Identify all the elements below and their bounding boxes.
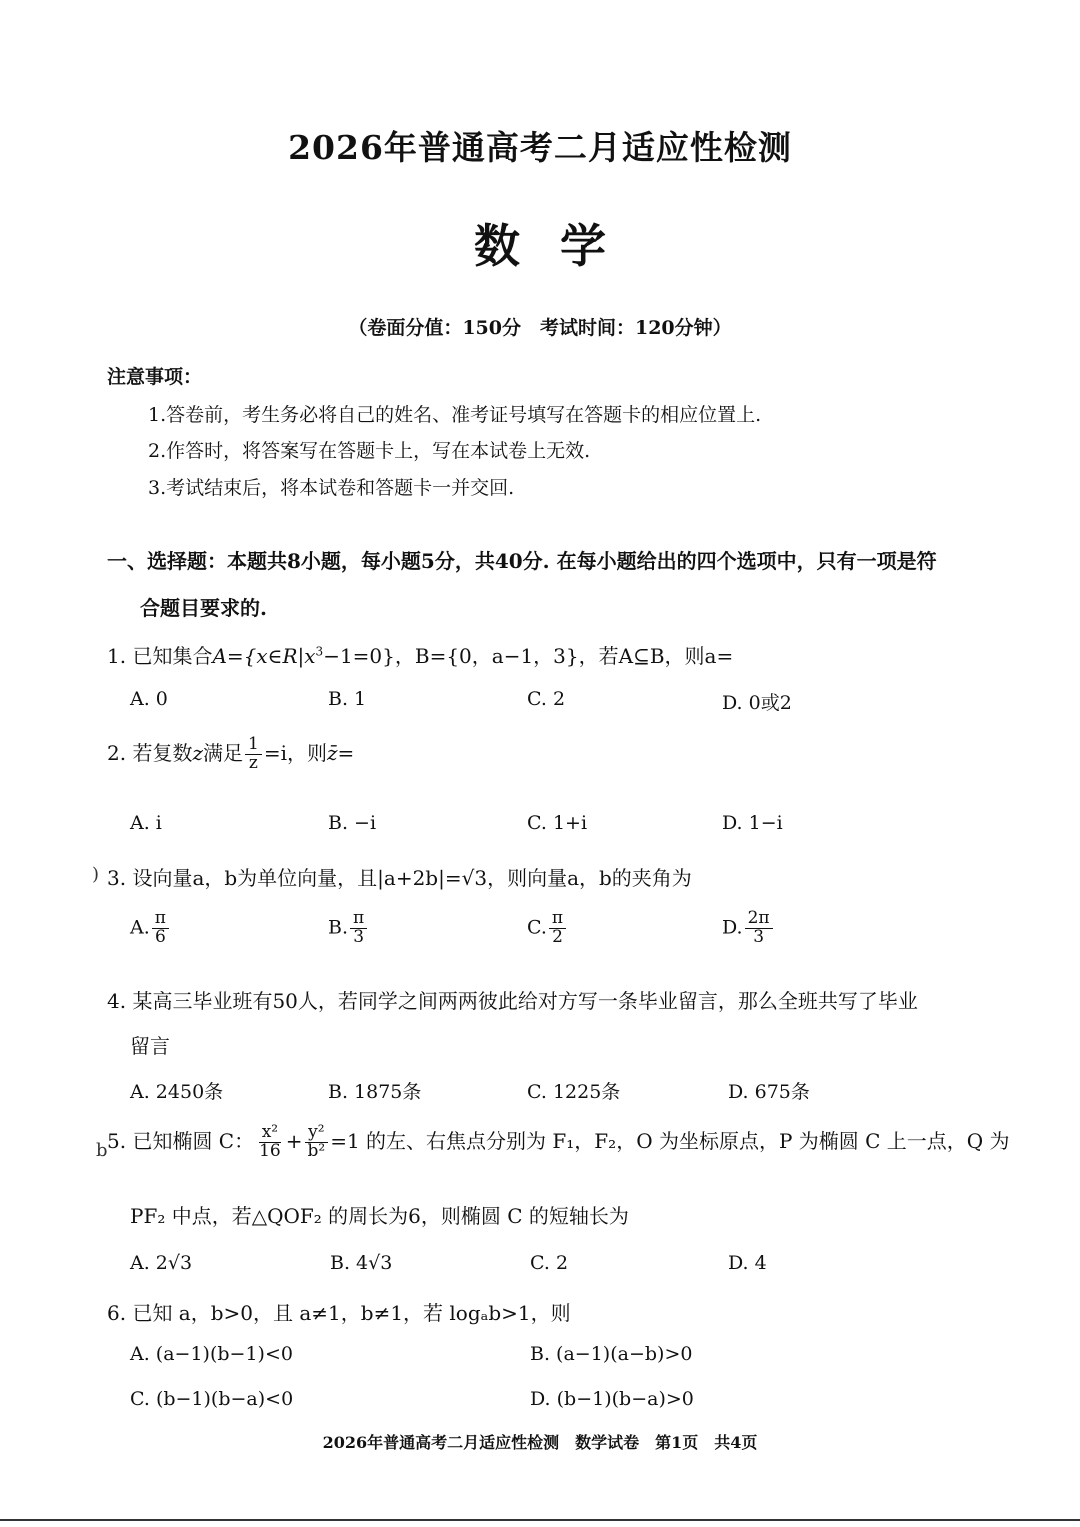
handwritten-mark-q3: ): [92, 864, 100, 885]
q2-option-c: C. 1+i: [527, 812, 588, 834]
q6-option-c: C. (b−1)(b−a)<0: [130, 1388, 294, 1410]
q2-option-a: A. i: [130, 812, 162, 834]
q6-option-d: D. (b−1)(b−a)>0: [530, 1388, 694, 1410]
q4-option-b: B. 1875条: [328, 1081, 422, 1103]
q5-option-b: B. 4√3: [330, 1252, 393, 1274]
notice-item-3: 3.考试结束后，将本试卷和答题卡一并交回.: [148, 477, 515, 499]
section-heading-cont: 合题目要求的.: [140, 596, 267, 620]
q2-option-b: B. −i: [328, 812, 377, 834]
q4-option-c: C. 1225条: [527, 1081, 621, 1103]
page-footer: 2026年普通高考二月适应性检测 数学试卷 第1页 共4页: [322, 1433, 758, 1452]
exam-info: （卷面分值：150分 考试时间：120分钟）: [348, 317, 732, 339]
q3-option-d: D. $\frac{2\pi}{3}$: [722, 910, 775, 947]
bottom-edge-line: [0, 1519, 1080, 1521]
question-4-stem-cont: 留言: [130, 1034, 170, 1058]
q3-option-c: C. $\frac{\pi}{2}$: [527, 910, 568, 947]
q6-option-b: B. (a−1)(a−b)>0: [530, 1343, 693, 1365]
q6-option-a: A. (a−1)(b−1)<0: [130, 1343, 293, 1365]
q1-option-d: D. 0或2: [722, 692, 792, 714]
q2-fraction: $\frac{1}{z}$: [245, 736, 262, 773]
q5-option-c: C. 2: [530, 1252, 569, 1274]
q5-option-a: A. 2√3: [130, 1252, 193, 1274]
question-5-stem-cont: PF₂ 中点，若△QOF₂ 的周长为6，则椭圆 C 的短轴长为: [130, 1204, 629, 1228]
q1-option-c: C. 2: [527, 688, 566, 710]
handwritten-mark-q5: b: [96, 1140, 108, 1161]
q1-option-b: B. 1: [328, 688, 367, 710]
question-3-stem: 3. 设向量a，b为单位向量，且|a+2b|=√3，则向量a，b的夹角为: [107, 866, 692, 890]
question-1-stem: 1. 已知集合$A=\{x\in R|x^3-1=0\}$，B={0，a−1，3}，若A⊆B，则a=: [107, 644, 734, 668]
notice-title: 注意事项：: [107, 366, 203, 388]
q4-option-d: D. 675条: [728, 1081, 810, 1103]
q1-option-a: A. 0: [130, 688, 168, 710]
exam-title: 2026年普通高考二月适应性检测: [288, 128, 792, 167]
q4-option-a: A. 2450条: [130, 1081, 224, 1103]
q5-option-d: D. 4: [728, 1252, 767, 1274]
question-5-stem: 5. 已知椭圆 C： $\frac{\text{x²}}{16}$ + $\frac{\text{y²}}{\text{b²}}$ =1 的左、右焦点分别为 F₁，F₂，O 为坐标原点，P 为椭圆 C 上一点，Q 为: [107, 1122, 1010, 1161]
question-4-stem: 4. 某高三毕业班有50人，若同学之间两两彼此给对方写一条毕业留言，那么全班共写了毕业: [107, 989, 918, 1013]
section-heading: 一、选择题：本题共8小题，每小题5分，共40分. 在每小题给出的四个选项中，只有一项是符: [107, 549, 937, 573]
question-2-stem: 2. 若复数z满足 $\frac{1}{z}$ =i，则z̄=: [107, 734, 355, 773]
notice-item-2: 2.作答时，将答案写在答题卡上，写在本试卷上无效.: [148, 440, 591, 462]
question-6-stem: 6. 已知 a，b>0，且 a≠1，b≠1，若 logₐb>1，则: [107, 1301, 571, 1325]
subject-title: 数学: [474, 219, 646, 273]
q2-option-d: D. 1−i: [722, 812, 783, 834]
q3-option-b: B. $\frac{\pi}{3}$: [328, 910, 369, 947]
notice-item-1: 1.答卷前，考生务必将自己的姓名、准考证号填写在答题卡的相应位置上.: [148, 404, 762, 426]
q3-option-a: A. $\frac{\pi}{6}$: [130, 910, 171, 947]
